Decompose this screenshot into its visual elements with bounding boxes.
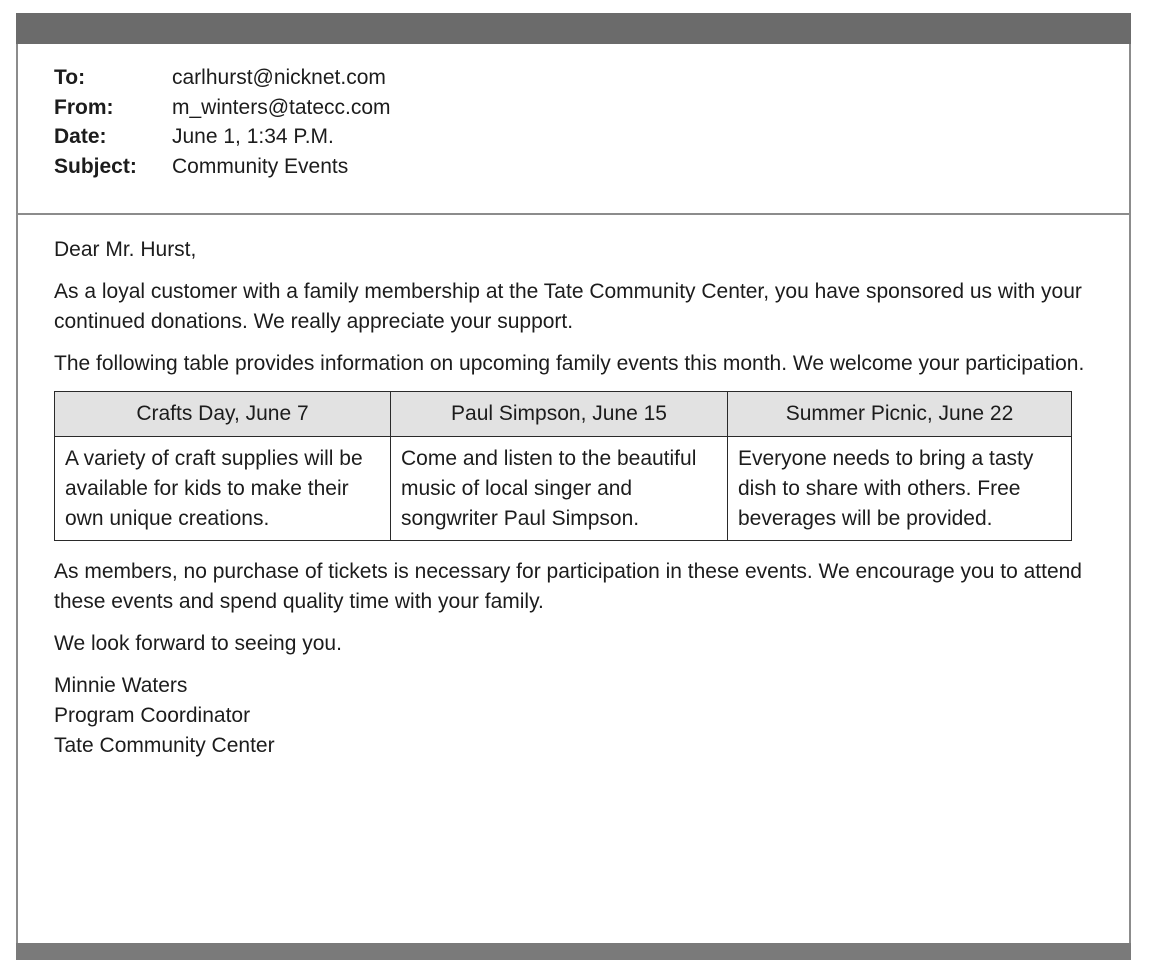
table-header-cell: Crafts Day, June 7 [55,392,391,437]
subject-label: Subject: [54,154,137,178]
to-value: carlhurst@nicknet.com [172,66,386,89]
table-cell: Come and listen to the beautiful music of local singer and songwriter Paul Simpson. [391,437,728,541]
table-header-cell: Summer Picnic, June 22 [728,392,1072,437]
date-value: June 1, 1:34 P.M. [172,125,334,148]
from-label: From: [54,95,114,119]
header-row-to [54,63,391,93]
date-label: Date: [54,125,107,148]
from-value: m_winters@tatecc.com [172,95,391,119]
bottom-bar [16,943,1131,960]
top-bar [16,13,1131,44]
header-divider [16,213,1131,215]
email-frame [16,13,1131,960]
paragraph-1: As a loyal customer with a family membership at the Tate Community Center, you have sponsored us with your continued donations. We really appreciate your support. [54,280,1082,333]
email-header [54,63,391,181]
events-table [54,391,1072,541]
table-header-row [55,392,1072,437]
paragraph-3: As members, no purchase of tickets is necessary for participation in these events. We encourage you to attend these events and spend quality time with your family. [54,560,1082,613]
greeting: Dear Mr. Hurst, [54,238,197,261]
table-cell: A variety of craft supplies will be available for kids to make their own unique creations. [55,437,391,541]
header-row-subject [54,152,391,182]
paragraph-2: The following table provides information on upcoming family events this month. We welcome your participation. [54,352,1085,375]
table-row [55,437,1072,541]
subject-value: Community Events [172,154,349,178]
to-label: To: [54,66,86,89]
header-row-from [54,93,391,123]
table-cell: Everyone needs to bring a tasty dish to share with others. Free beverages will be provided. [728,437,1072,541]
header-row-date [54,122,391,152]
paragraph-4: We look forward to seeing you. [54,632,342,655]
signature-organization: Tate Community Center [54,734,275,757]
signature [54,671,1114,761]
signature-title: Program Coordinator [54,704,251,727]
signature-name: Minnie Waters [54,674,188,697]
table-header-cell: Paul Simpson, June 15 [391,392,728,437]
email-body [54,235,1114,761]
